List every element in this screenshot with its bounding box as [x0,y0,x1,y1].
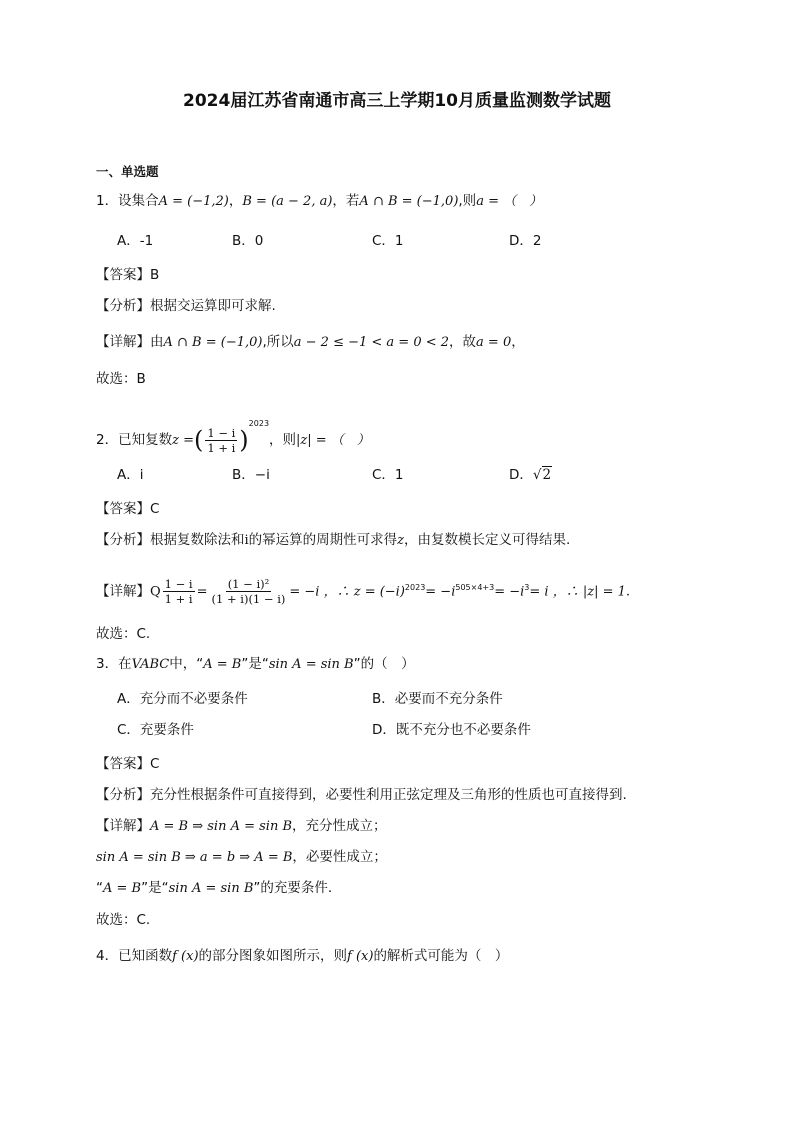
q3-analysis [96,785,627,805]
q1-ask: a = （ ） [476,194,543,209]
q1-sep1: ， [228,193,243,209]
question-1-stem [96,191,542,212]
q2-answer-value: C [150,501,160,517]
q2-choose: 故选：C. [96,626,151,642]
answer-label: 【答案】 [96,501,150,517]
q1-cond: A ∩ B = (−1,0) [359,194,459,209]
q1-choose: 故选：B [96,371,146,387]
q1-detail-a: 由 [150,334,164,350]
q4-stem-c: 的解析式可能为（ ） [373,948,509,964]
q3-choose: 故选：C. [96,912,151,928]
q2-option-c: C．1 [372,467,404,483]
detail-label: 【详解】 [96,583,150,600]
q4-f2: f (x) [347,949,374,964]
q2-detail [96,568,630,613]
q2-detail-res2: = −i [425,584,456,600]
q1-detail-math1: A ∩ B = (−1,0) [163,335,263,350]
q2-detail-frac2-den: (1 + i)(1 − i) [211,592,286,606]
q2-option-d-radicand: 2 [542,467,552,483]
q1-analysis [96,296,276,316]
q3-stem-c: ”是“ [241,656,269,672]
q2-detail-res1: = −i ，∴ z = (−i) [289,584,405,600]
q3-detail1-math: A = B ⇒ sin A = sin B [150,819,293,834]
q1-answer-value: B [150,267,160,283]
q2-paren-close: ) [239,426,249,454]
q3-detail3-m2: sin A = sin B [168,881,254,896]
q2-detail-frac1 [163,577,195,606]
analysis-label: 【分析】 [96,787,150,803]
q3-answer [96,754,159,774]
q1-analysis-text: 根据交运算即可求解. [150,298,276,314]
q2-detail-exp3: 3 [524,583,530,592]
q2-analysis [96,530,570,551]
q2-option-d [509,465,552,485]
question-3-stem [96,654,415,675]
sqrt-icon: √2 [532,467,552,483]
q3-detail2-math: sin A = sin B ⇒ a = b ⇒ A = B [96,850,293,865]
detail-label: 【详解】 [96,334,150,350]
q3-option-c: C．充要条件 [117,722,194,738]
q2-exponent: 2023 [248,419,270,428]
q3-analysis-text: 充分性根据条件可直接得到，必要性利用正弦定理及三角形的性质也可直接得到. [150,787,627,803]
q3-cond2: sin A = sin B [268,657,354,672]
q3-detail3-b: ”是“ [141,880,169,896]
q1-detail-c: ，故 [449,334,477,350]
q3-stem-d: ”的（ ） [353,656,415,672]
question-2-stem [96,406,370,459]
analysis-label: 【分析】 [96,532,150,548]
q2-paren-open: ( [193,426,204,454]
q2-fraction [205,426,237,455]
question-4-stem [96,946,508,967]
q1-detail-math2: a − 2 ≤ −1 < a = 0 < 2 [293,335,450,350]
q3-detail3-m1: A = B [103,881,142,896]
q1-option-a: A．-1 [117,233,154,249]
q2-frac-den: 1 + i [207,440,236,455]
q2-detail-frac2-num: (1 − i)² [227,577,270,591]
q1-set-b: B = (a − 2, a) [242,194,333,209]
answer-label: 【答案】 [96,756,150,772]
q2-analysis-i: i [244,533,249,548]
q2-frac-num: 1 − i [207,425,236,440]
q1-stem-b: ,则 [458,193,477,209]
q2-detail-exp1: 2023 [404,583,426,592]
q3-detail-1 [96,816,387,837]
q2-option-d-label: D． [509,467,533,483]
q1-detail-d: ， [511,334,525,350]
q2-option-a: A．i [117,467,144,483]
q2-analysis-b: 的幂运算的周期性可求得 [248,532,398,548]
q2-analysis-a: 根据复数除法和 [150,532,245,548]
q1-detail [96,332,525,353]
q2-analysis-c: ，由复数模长定义可得结果. [404,532,571,548]
q3-detail1-text: ，充分性成立； [292,818,387,834]
detail-label: 【详解】 [96,818,150,834]
q2-stem-a: 2．已知复数 [96,432,173,448]
q1-sep2: ，若 [332,193,360,209]
q1-set-a: A = (−1,2) [158,194,229,209]
q3-detail-2 [96,847,387,868]
q1-answer [96,265,159,285]
q1-option-c: C．1 [372,233,404,249]
q3-option-b: B．必要而不充分条件 [372,691,503,707]
analysis-label: 【分析】 [96,298,150,314]
q2-detail-frac1-den: 1 + i [164,592,193,606]
page-title: 2024届江苏省南通市高三上学期10月质量监测数学试题 [183,91,611,111]
q2-detail-frac2 [210,577,288,606]
q4-stem-a: 4．已知函数 [96,948,173,964]
q3-option-d: D．既不充分也不必要条件 [372,722,531,738]
q2-detail-res4: = i ，∴ |z| = 1. [529,584,631,600]
q2-detail-res3: = −i [494,584,525,600]
q3-stem-a: 3．在 [96,656,132,672]
q3-detail3-c: ”的充要条件. [253,880,333,896]
q2-answer [96,499,159,519]
section-heading: 一、单选题 [96,164,159,179]
q2-option-b: B．−i [232,467,270,483]
q2-detail-exp2: 505×4+3 [455,583,495,592]
q3-detail3-a: “ [96,880,103,896]
q3-detail2-text: ，必要性成立； [292,849,387,865]
q1-option-b: B．0 [232,233,264,249]
q1-detail-math3: a = 0 [476,335,512,350]
q3-detail-3 [96,878,332,899]
q1-detail-b: ,所以 [262,334,294,350]
q3-answer-value: C [150,756,160,772]
q3-stem-b: 中，“ [169,656,204,672]
q3-cond1: A = B [203,657,242,672]
answer-label: 【答案】 [96,267,150,283]
q2-detail-q: Q [150,584,161,600]
q1-stem-a: 1．设集合 [96,193,159,209]
q2-detail-eq: = [196,584,208,600]
q2-detail-frac1-num: 1 − i [164,577,193,591]
q2-analysis-z: z [397,533,405,548]
q4-f1: f (x) [172,949,199,964]
q2-z-eq: z = [172,433,194,448]
q3-triangle: VABC [131,657,170,672]
q3-option-a: A．充分而不必要条件 [117,691,248,707]
q2-ask: |z| = （ ） [296,433,370,448]
q1-option-d: D．2 [509,233,542,249]
q4-stem-b: 的部分图象如图所示，则 [198,948,348,964]
q2-stem-b: ，则 [269,432,297,448]
